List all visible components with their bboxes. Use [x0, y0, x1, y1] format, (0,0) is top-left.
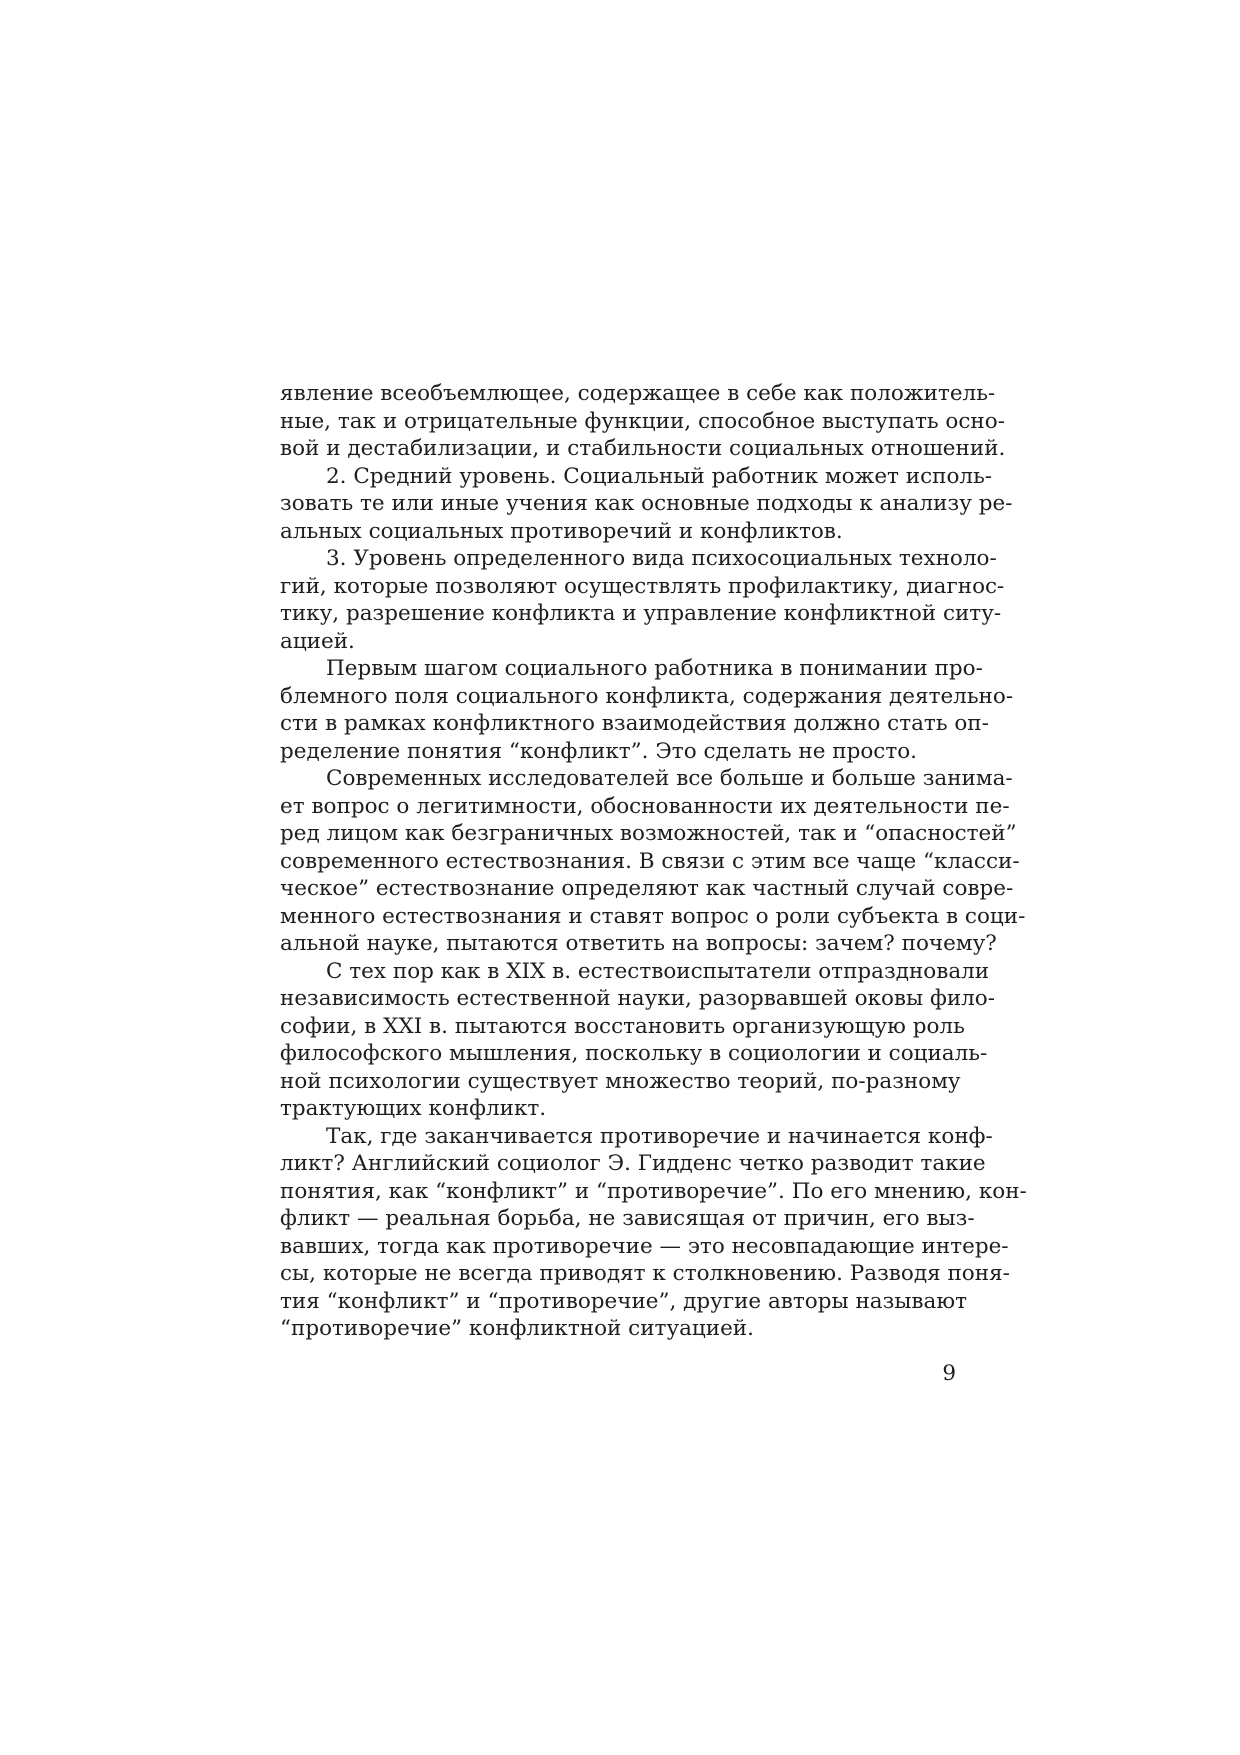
text-line: понятия, как “конфликт” и “противоречие”. По его мнению, кон-	[280, 1178, 1027, 1204]
text-line: ликт? Английский социолог Э. Гидденс четко разводит такие	[280, 1151, 986, 1176]
text-line: “противоречие” конфликтной ситуацией.	[280, 1316, 754, 1341]
paragraph	[280, 958, 996, 1123]
text-line: ческое” естествознание определяют как частный случай совре-	[280, 876, 1014, 901]
text-line: тику, разрешение конфликта и управление конфликтной ситу-	[280, 601, 1002, 626]
text-line: 3. Уровень определенного вида психосоциальных техноло-	[326, 546, 997, 571]
paragraph	[280, 655, 1014, 765]
text-line: вой и дестабилизации, и стабильности социальных отношений.	[280, 436, 1006, 461]
text-line: менного естествознания и ставят вопрос о роли субъекта в соци-	[280, 903, 1026, 929]
text-line: независимость естественной науки, разорвавшей оковы фило-	[280, 986, 996, 1011]
text-line: Так, где заканчивается противоречие и начинается конф-	[326, 1123, 993, 1149]
text-line: ред лицом как безграничных возможностей, так и “опасностей”	[280, 821, 1017, 846]
paragraph	[280, 545, 1005, 655]
text-line: зовать те или иные учения как основные подходы к анализу ре-	[280, 491, 1013, 516]
text-line: гий, которые позволяют осуществлять профилактику, диагнос-	[280, 573, 1005, 599]
body-text	[280, 380, 1027, 1343]
text-line: альных социальных противоречий и конфликтов.	[280, 518, 843, 544]
text-line: фликт — реальная борьба, не зависящая от причин, его выз-	[280, 1206, 975, 1231]
text-line: философского мышления, поскольку в социологии и социаль-	[280, 1041, 988, 1066]
text-line: явление всеобъемлющее, содержащее в себе как положитель-	[280, 381, 996, 406]
text-line: ной психологии существует множество теорий, по-разному	[280, 1068, 961, 1094]
text-line: вавших, тогда как противоречие — это несовпадающие интере-	[280, 1233, 1009, 1259]
page-number: 9	[942, 1361, 956, 1386]
paragraph	[280, 380, 1006, 463]
paragraph	[280, 1123, 1027, 1343]
text-line: С тех пор как в XIX в. естествоиспытатели отпраздновали	[326, 958, 990, 984]
text-line: блемного поля социального конфликта, содержания деятельно-	[280, 683, 1014, 709]
text-line: Первым шагом социального работника в понимании про-	[326, 656, 983, 681]
text-line: альной науке, пытаются ответить на вопросы: зачем? почему?	[280, 931, 997, 956]
text-line: софии, в XXI в. пытаются восстановить организующую роль	[280, 1013, 965, 1039]
text-line: современного естествознания. В связи с этим все чаще “класси-	[280, 848, 1020, 874]
text-line: ацией.	[280, 628, 355, 654]
paragraph	[280, 463, 1013, 546]
text-line: сы, которые не всегда приводят к столкновению. Разводя поня-	[280, 1261, 1010, 1286]
paragraph	[280, 765, 1026, 958]
text-line: сти в рамках конфликтного взаимодействия должно стать оп-	[280, 711, 989, 736]
text-line: ределение понятия “конфликт”. Это сделать не просто.	[280, 738, 918, 764]
text-line: ет вопрос о легитимности, обоснованности их деятельности пе-	[280, 793, 1010, 819]
text-line: ные, так и отрицательные функции, способное выступать осно-	[280, 408, 1005, 434]
text-line: 2. Средний уровень. Социальный работник может исполь-	[326, 463, 993, 489]
text-line: трактующих конфликт.	[280, 1096, 547, 1121]
text-line: тия “конфликт” и “противоречие”, другие авторы называют	[280, 1288, 967, 1314]
text-line: Современных исследователей все больше и больше занима-	[326, 766, 1013, 791]
